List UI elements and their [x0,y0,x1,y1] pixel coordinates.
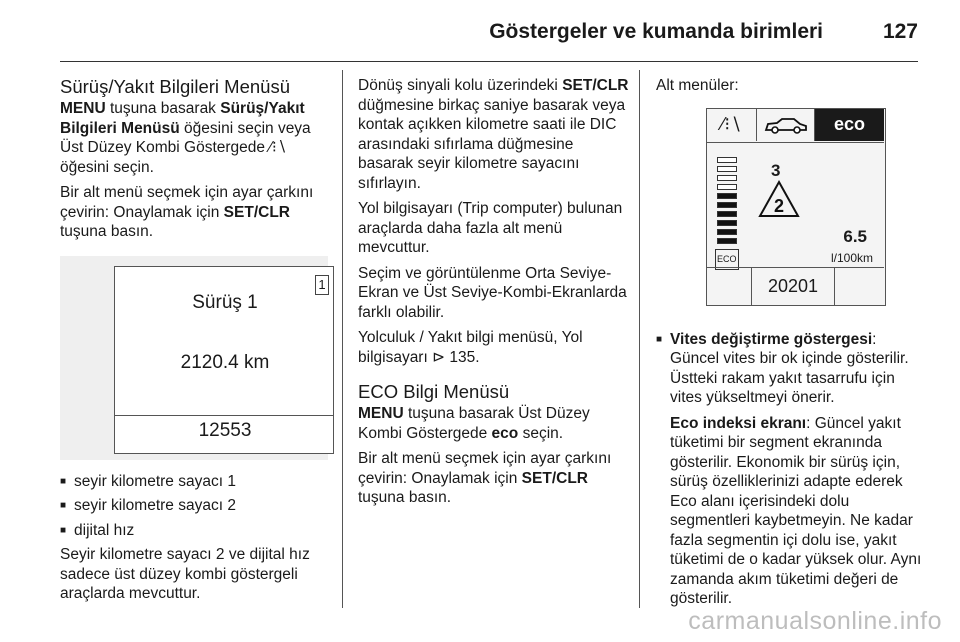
paragraph: Bir alt menü seçmek için ayar çarkını çevirin: Onaylamak için SET/CLR tuşuna basın. [60,184,314,240]
column-divider [342,70,343,608]
paragraph: MENU tuşuna basarak Sürüş/Yakıt Bilgileri Menüsü öğesini seçin veya Üst Düzey Kombi Göstergede ⁄⁝∖ öğesini seçin. [60,100,311,176]
list-item: ■ seyir kilometre sayacı 2 [60,496,328,516]
column-right [656,76,924,615]
column-middle [358,76,630,514]
paragraph: Seçim ve görüntülenme Orta Seviye-Ekran ve Üst Seviye-Kombi-Ekranlarda farklı olabilir. [358,264,627,321]
odometer-value: 20201 [751,267,835,305]
current-gear: 2 [773,195,785,216]
car-icon [757,109,815,141]
paragraph: MENU tuşuna basarak Üst Düzey Kombi Göstergede eco seçin. [358,405,590,442]
recommended-gear: 3 [771,160,781,180]
eco-segment [717,211,737,217]
paragraph: Bir alt menü seçmek için ayar çarkını çevirin: Onaylamak için SET/CLR tuşuna basın. [358,450,612,506]
eco-icon: eco [491,424,519,442]
eco-segment [717,202,737,208]
eco-display-figure [706,108,886,318]
menu-key: MENU [60,100,106,117]
list-item: ■ dijital hız [60,521,328,541]
eco-tab: eco [815,109,884,141]
page-title: Göstergeler ve kumanda birimleri [489,20,823,43]
eco-segment [717,184,737,190]
section-heading-trip-fuel: Sürüş/Yakıt Bilgileri Menüsü [60,76,290,97]
eco-segment [717,166,737,172]
paragraph: Seyir kilometre sayacı 2 ve dijital hız sadece üst düzey kombi göstergeli araçlarda mevcuttur. [60,546,310,602]
paragraph: Yol bilgisayarı (Trip computer) bulunan araçlarda daha fazla alt menü mevcuttur. [358,200,623,256]
bullet-gear-indicator: ■ Vites değiştirme göstergesi: Güncel vites bir ok içinde gösterilir. Üstteki rakam yakıt tasarrufu için vites yükseltmeyi önerir. [656,330,924,408]
set-clr-key: SET/CLR [562,77,629,94]
column-left [60,76,328,610]
trip-display-figure [60,256,328,460]
trip-road-icon: ⁄⁝∖ [707,109,757,141]
eco-label: ECO [715,249,739,271]
fuel-consumption-value: 6.5 [843,226,867,246]
page-number: 127 [882,20,918,43]
list-item: ■ seyir kilometre sayacı 1 [60,472,328,492]
set-clr-key: SET/CLR [223,203,290,221]
watermark: carmanualsonline.info [688,607,942,635]
trip-options-list [60,472,328,541]
eco-segment [717,175,737,181]
set-clr-key: SET/CLR [521,469,588,487]
trip-distance: 2120.4 km [180,351,270,373]
eco-segment [717,229,737,235]
page-badge: 1 [315,275,329,295]
paragraph: Yolculuk / Yakıt bilgi menüsü, Yol bilgisayarı ⊳ 135. [358,329,583,366]
menu-key: MENU [358,405,404,422]
paragraph-eco-index: Eco indeksi ekranı: Güncel yakıt tüketimi bir segment ekranında gösterilir. Ekonomik bir sürüş için, sürüş özelliklerinizi adapte ederek Eco alanı içerisindeki dolu segmentleri kaybetmeyin. Ne kadar fazla segmentin içi dolu ise, yakıt tüketimi de o kadar yüksek olur. Aynı zamanda akım tüketimi değeri de gösterilir. [670,414,922,607]
odometer-value: 12553 [198,419,252,441]
eco-segment [717,193,737,199]
eco-segment [717,238,737,244]
eco-segment [717,220,737,226]
submenu-intro: Alt menüler: [656,77,739,94]
display-screen [114,266,334,454]
display-screen [706,108,886,306]
page-header [60,18,918,62]
section-heading-eco: ECO Bilgi Menüsü [358,381,510,402]
eco-segment [717,157,737,163]
trip-road-icon: ⁄⁝∖ [269,139,287,156]
gear-shift-arrow-icon [757,179,801,225]
display-tabs [707,109,884,143]
paragraph: Dönüş sinyali kolu üzerindeki SET/CLR düğmesine birkaç saniye basarak veya kontak açıkken kilometre saati ile DIC arasındaki sıfırlama düğmesine basarak seyir kilometre sayacını sıfırlayın. [358,77,629,192]
display-divider [115,415,333,417]
trip-label: Sürüş 1 [192,291,258,313]
consumption-unit: l/100km [830,250,873,265]
column-divider [639,70,640,608]
